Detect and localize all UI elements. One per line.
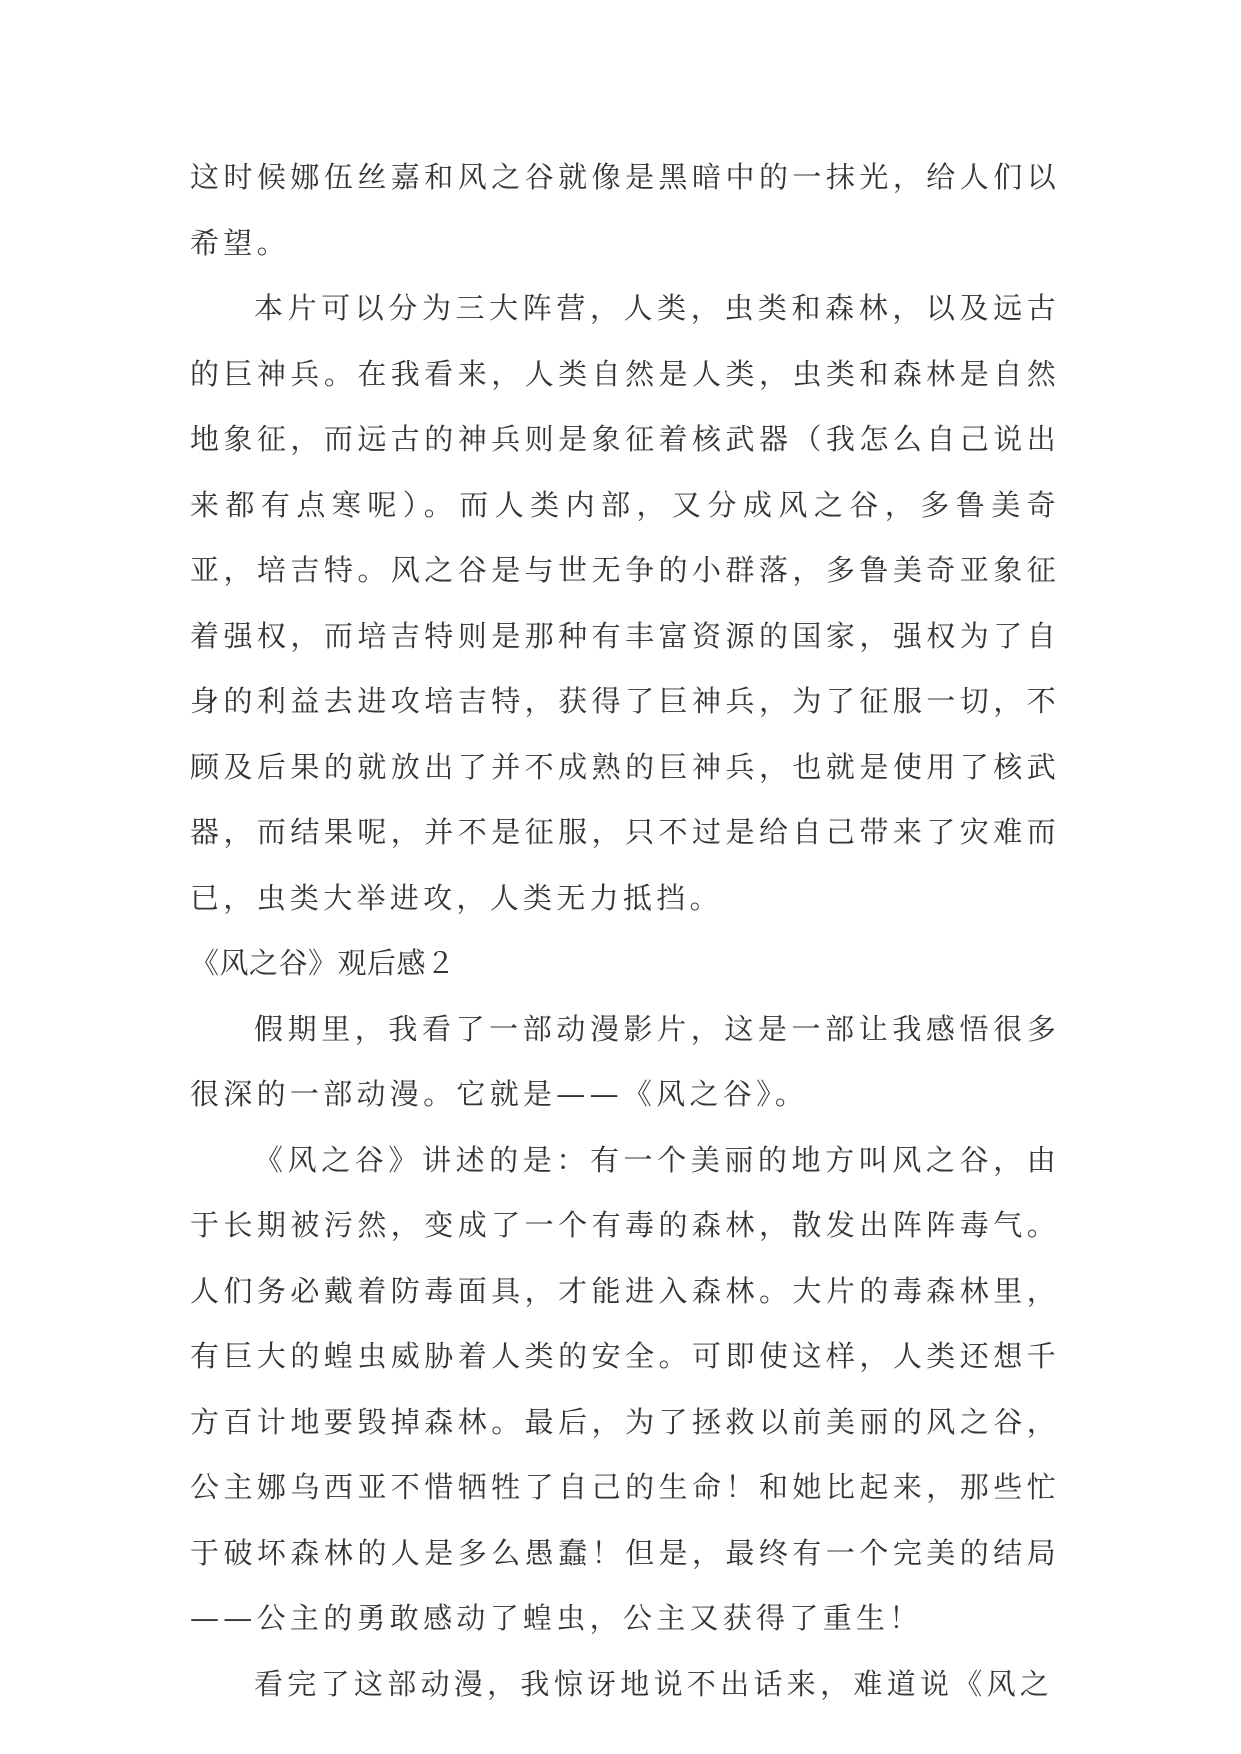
paragraph-intro-continuation: 这时候娜伍丝嘉和风之谷就像是黑暗中的一抹光，给人们以希望。	[190, 160, 1060, 260]
paragraph-story-summary: 《风之谷》讲述的是：有一个美丽的地方叫风之谷，由于长期被污然，变成了一个有毒的森林，散发出阵阵毒气。人们务必戴着防毒面具，才能进入森林。大片的毒森林里，有巨大的蝗虫威胁着人类的安全。可即使这样，人类还想千方百计地要毁掉森林。最后，为了拯救以前美丽的风之谷，公主娜乌西亚不惜牺牲了自己的生命！和她比起来，那些忙于破坏森林的人是多么愚蠢！但是，最终有一个完美的结局——公主的勇敢感动了蝗虫，公主又获得了重生！	[190, 1142, 1060, 1635]
paragraph-holiday: 假期里，我看了一部动漫影片，这是一部让我感悟很多很深的一部动漫。它就是——《风之谷》。	[190, 1011, 1060, 1111]
paragraph-afterthought: 看完了这部动漫，我惊讶地说不出话来，难道说《风之	[254, 1666, 1054, 1701]
document-body	[190, 145, 1060, 1717]
section-heading: 《风之谷》观后感２	[190, 946, 456, 980]
paragraph-three-camps: 本片可以分为三大阵营，人类，虫类和森林，以及远古的巨神兵。在我看来，人类自然是人类，虫类和森林是自然地象征，而远古的神兵则是象征着核武器（我怎么自己说出来都有点寒呢）。而人类内部，又分成风之谷，多鲁美奇亚，培吉特。风之谷是与世无争的小群落，多鲁美奇亚象征着强权，而培吉特则是那种有丰富资源的国家，强权为了自身的利益去进攻培吉特，获得了巨神兵，为了征服一切，不顾及后果的就放出了并不成熟的巨神兵，也就是使用了核武器，而结果呢，并不是征服，只不过是给自己带来了灾难而已，虫类大举进攻，人类无力抵挡。	[190, 291, 1060, 915]
